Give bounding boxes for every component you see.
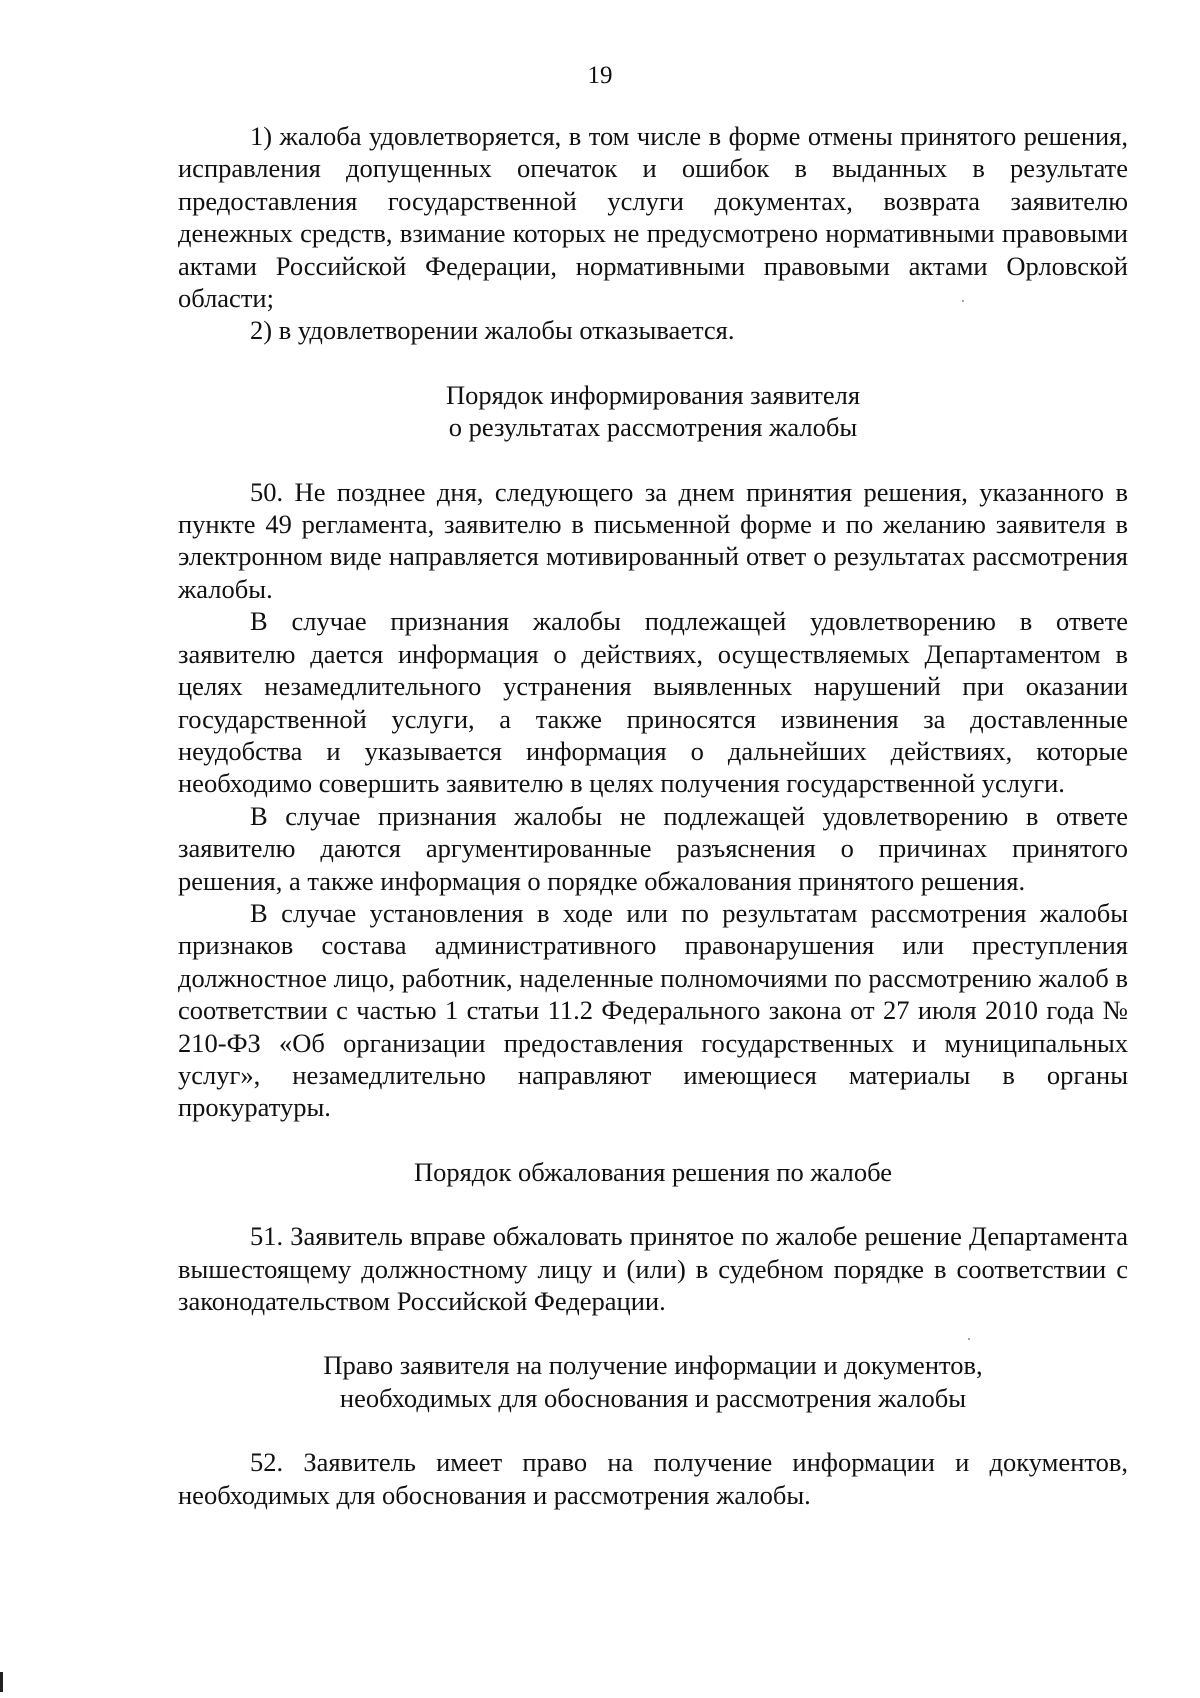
paragraph-complaint-rejected: 2) в удовлетворении жалобы отказывается. (250, 315, 735, 346)
page-number: 19 (587, 62, 613, 89)
heading-line: Порядок информирования заявителя (445, 379, 861, 410)
scan-speck (968, 1338, 970, 1340)
heading-line: необходимых для обоснования и рассмотрения жалобы (339, 1382, 967, 1413)
paragraph-complaint-satisfied: 1) жалоба удовлетворяется, в том числе в форме отмены принятого решения, исправления допущенных опечаток и ошибок в выданных в результате предоставления государственной услуги документах, возврата заявителю денежных средств, взимание которых не предусмотрено нормативными правовыми актами Российской Федерации, нормативными правовыми актами Орловской области; (178, 121, 1128, 314)
paragraph-unsatisfied-response: В случае признания жалобы не подлежащей удовлетворению в ответе заявителю даются аргументированные разъяснения о причинах принятого решения, а также информация о порядке обжалования принятого решения. (178, 800, 1128, 896)
section-heading-right-to-information (178, 1349, 1128, 1414)
paragraph-violation-found: В случае установления в ходе или по результатам рассмотрения жалобы признаков состава административного правонарушения или преступления должностное лицо, работник, наделенные полномочиями по рассмотрению жалоб в соответствии с частью 1 статьи 11.2 Федерального закона от 27 июля 2010 года № 210-ФЗ «Об организации предоставления государственных и муниципальных услуг», незамедлительно направляют имеющиеся материалы в органы прокуратуры. (178, 897, 1128, 1123)
paragraph-51: 51. Заявитель вправе обжаловать принятое по жалобе решение Департамента вышестоящему должностному лицу и (или) в судебном порядке в соответствии с законодательством Российской Федерации. (178, 1221, 1128, 1316)
scan-edge-mark (0, 1672, 3, 1692)
document-body (178, 120, 1128, 1511)
heading-line: Право заявителя на получение информации и документов, (323, 1350, 983, 1381)
section-heading-appeal: Порядок обжалования решения по жалобе (413, 1156, 893, 1187)
section-heading-informing (178, 379, 1128, 444)
paragraph-satisfied-response: В случае признания жалобы подлежащей удовлетворению в ответе заявителю дается информация о действиях, осуществляемых Департаментом в целях незамедлительного устранения выявленных нарушений при оказании государственной услуги, а также приносятся извинения за доставленные неудобства и указывается информация о дальнейших действиях, которые необходимо совершить заявителю в целях получения государственной услуги. (178, 606, 1128, 799)
paragraph-50: 50. Не позднее дня, следующего за днем принятия решения, указанного в пункте 49 регламента, заявителю в письменной форме и по желанию заявителя в электронном виде направляется мотивированный ответ о результатах рассмотрения жалобы. (178, 476, 1128, 604)
paragraph-52: 52. Заявитель имеет право на получение информации и документов, необходимых для обоснования и рассмотрения жалобы. (178, 1447, 1128, 1510)
heading-line: о результатах рассмотрения жалобы (448, 412, 858, 443)
scan-speck (962, 300, 964, 302)
